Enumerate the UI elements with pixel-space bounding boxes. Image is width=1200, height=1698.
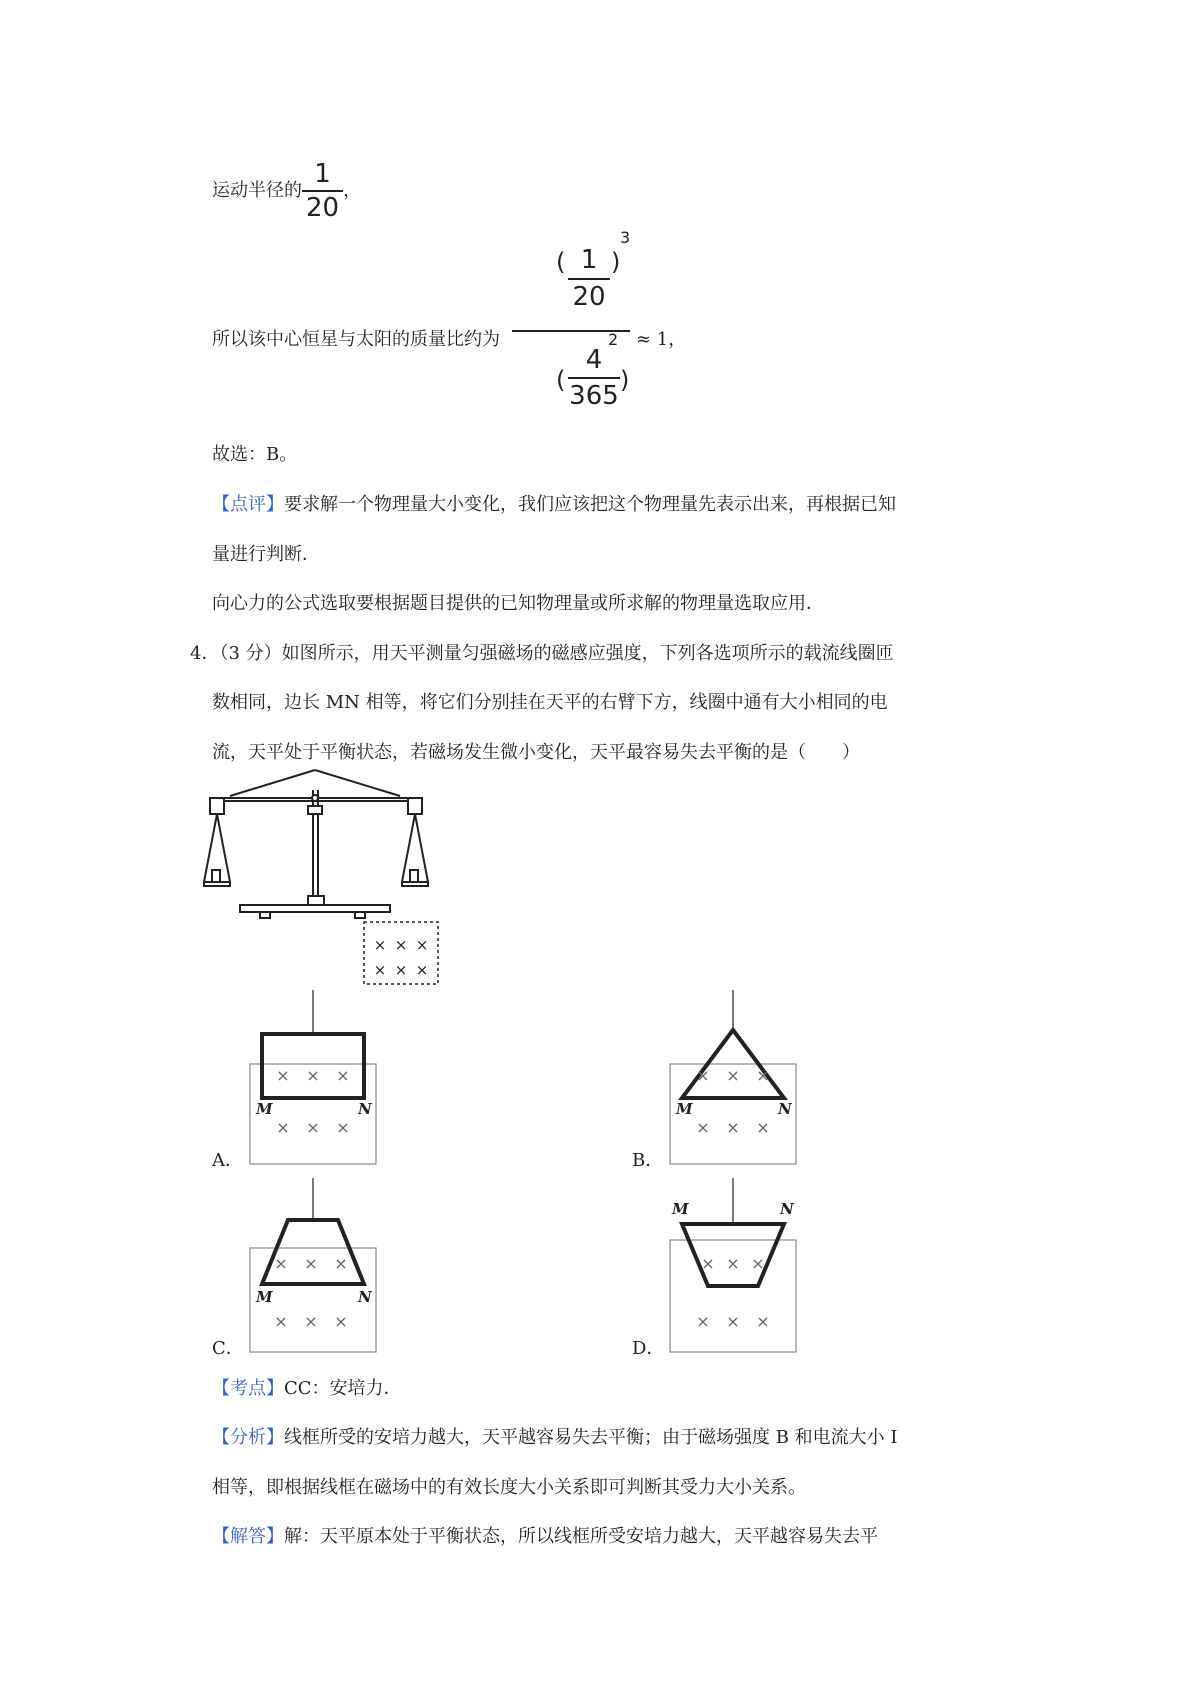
svg-text:×: × bbox=[394, 961, 408, 979]
field-cross-marks bbox=[374, 936, 429, 979]
svg-text:×: × bbox=[696, 1066, 710, 1085]
option-a-figure bbox=[248, 990, 388, 1166]
svg-text:×: × bbox=[726, 1066, 740, 1085]
option-b-label: B． bbox=[632, 1150, 664, 1171]
ratio-suffix: ≈ 1， bbox=[636, 329, 687, 350]
option-d-figure bbox=[668, 1178, 808, 1354]
bottom-inner-bar bbox=[568, 377, 620, 379]
question-number: 4． bbox=[190, 643, 220, 664]
label-m-c: M bbox=[256, 1288, 273, 1306]
label-m-d: M bbox=[672, 1200, 689, 1218]
comment-line-1 bbox=[212, 490, 896, 520]
balance-figure bbox=[200, 770, 460, 985]
svg-text:×: × bbox=[756, 1066, 770, 1085]
top-inner-bar bbox=[568, 278, 610, 280]
comment-line-2: 量进行判断． bbox=[212, 544, 320, 565]
jieda-line bbox=[212, 1522, 878, 1552]
label-m-a: M bbox=[256, 1100, 273, 1118]
top-paren-open: ( bbox=[556, 248, 566, 276]
svg-text:×: × bbox=[726, 1254, 740, 1273]
fenxi-line-1 bbox=[212, 1423, 898, 1453]
svg-text:×: × bbox=[415, 961, 429, 979]
svg-text:×: × bbox=[394, 936, 408, 954]
fenxi-text-1: 线框所受的安培力越大，天平越容易失去平衡；由于磁场强度 B 和电流大小 I bbox=[284, 1427, 898, 1448]
question-text-1: （3 分）如图所示，用天平测量匀强磁场的磁感应强度，下列各选项所示的载流线圈匝 bbox=[219, 643, 894, 664]
svg-text:×: × bbox=[701, 1254, 715, 1273]
svg-text:×: × bbox=[415, 936, 429, 954]
option-c-figure bbox=[248, 1178, 388, 1354]
balance-base bbox=[240, 905, 390, 912]
bottom-inner-numerator: 4 bbox=[585, 345, 603, 375]
svg-text:×: × bbox=[756, 1118, 770, 1137]
svg-text:×: × bbox=[373, 936, 387, 954]
svg-text:×: × bbox=[756, 1312, 770, 1331]
svg-text:×: × bbox=[726, 1118, 740, 1137]
bottom-exponent: 2 bbox=[608, 330, 619, 349]
kaodian-tag: 【考点】 bbox=[212, 1378, 284, 1399]
option-c-label: C． bbox=[212, 1338, 244, 1359]
fenxi-line-2: 相等，即根据线框在磁场中的有效长度大小关系即可判断其受力大小关系。 bbox=[212, 1477, 806, 1498]
svg-text:×: × bbox=[696, 1118, 710, 1137]
svg-text:×: × bbox=[336, 1066, 350, 1085]
label-n-b: N bbox=[778, 1100, 792, 1118]
top-paren-close: ) bbox=[611, 248, 621, 276]
question-line-3: 流，天平处于平衡状态，若磁场发生微小变化，天平最容易失去平衡的是（ ） bbox=[212, 742, 860, 763]
ratio-prefix: 所以该中心恒星与太阳的质量比约为 bbox=[212, 329, 500, 350]
bottom-inner-denominator: 365 bbox=[569, 381, 619, 411]
mass-ratio-fraction bbox=[512, 228, 632, 418]
label-n-d: N bbox=[780, 1200, 794, 1218]
svg-text:×: × bbox=[274, 1254, 288, 1273]
svg-text:×: × bbox=[306, 1066, 320, 1085]
top-exponent: 3 bbox=[620, 228, 631, 247]
svg-text:×: × bbox=[336, 1118, 350, 1137]
svg-text:×: × bbox=[373, 961, 387, 979]
kaodian-text: CC：安培力． bbox=[284, 1378, 402, 1399]
radius-prefix: 运动半径的 bbox=[212, 180, 302, 201]
comment-text-1: 要求解一个物理量大小变化，我们应该把这个物理量先表示出来，再根据已知 bbox=[284, 494, 896, 515]
option-a-label: A． bbox=[212, 1150, 243, 1171]
radius-suffix: ， bbox=[343, 180, 362, 201]
kaodian-line bbox=[212, 1374, 402, 1404]
svg-text:×: × bbox=[304, 1312, 318, 1331]
jieda-tag: 【解答】 bbox=[212, 1526, 284, 1547]
svg-text:×: × bbox=[334, 1312, 348, 1331]
label-n-a: N bbox=[358, 1100, 372, 1118]
question-line-2: 数相同，边长 MN 相等，将它们分别挂在天平的右臂下方，线圈中通有大小相同的电 bbox=[212, 692, 888, 713]
label-m-b: M bbox=[676, 1100, 693, 1118]
option-d-label: D． bbox=[632, 1338, 665, 1359]
jieda-text: 解：天平原本处于平衡状态，所以线框所受安培力越大，天平越容易失去平 bbox=[284, 1526, 878, 1547]
svg-text:×: × bbox=[306, 1118, 320, 1137]
top-inner-denominator: 20 bbox=[572, 282, 606, 312]
svg-text:×: × bbox=[274, 1312, 288, 1331]
fraction-numerator: 1 bbox=[314, 159, 331, 189]
radius-line bbox=[212, 158, 361, 224]
svg-text:×: × bbox=[751, 1254, 765, 1273]
fraction-denominator: 20 bbox=[302, 190, 343, 224]
svg-text:×: × bbox=[304, 1254, 318, 1273]
answer-choice: 故选：B。 bbox=[212, 444, 298, 465]
bottom-paren-open: ( bbox=[556, 366, 566, 394]
label-n-c: N bbox=[358, 1288, 372, 1306]
svg-text:×: × bbox=[334, 1254, 348, 1273]
comment-line-3: 向心力的公式选取要根据题目提供的已知物理量或所求解的物理量选取应用． bbox=[212, 593, 824, 614]
comment-tag: 【点评】 bbox=[212, 494, 284, 515]
svg-text:×: × bbox=[726, 1312, 740, 1331]
question-line-1 bbox=[190, 639, 894, 669]
bottom-paren-close: ) bbox=[620, 366, 630, 394]
fenxi-tag: 【分析】 bbox=[212, 1427, 284, 1448]
svg-text:×: × bbox=[276, 1118, 290, 1137]
top-inner-numerator: 1 bbox=[580, 245, 598, 275]
fraction-one-twentieth bbox=[302, 158, 343, 224]
svg-text:×: × bbox=[696, 1312, 710, 1331]
option-b-figure bbox=[668, 990, 808, 1166]
svg-text:×: × bbox=[276, 1066, 290, 1085]
coil-trapezoid-wide-bottom bbox=[262, 1220, 364, 1284]
